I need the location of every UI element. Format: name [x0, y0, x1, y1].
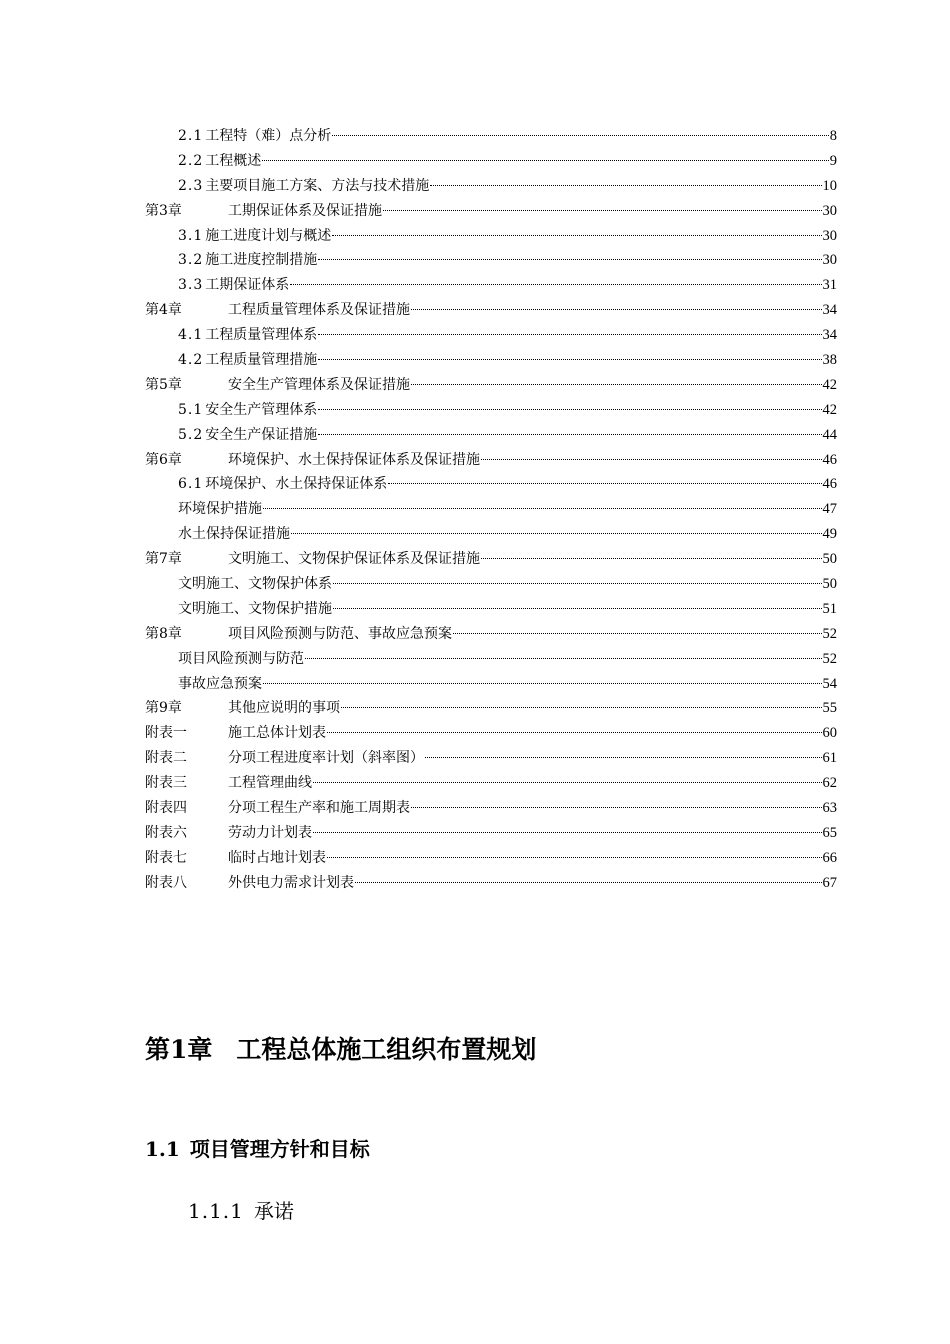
toc-page-number: 52 — [822, 625, 837, 642]
toc-entry-title: 文明施工、文物保护措施 — [178, 600, 332, 617]
toc-entry-number: 3.3 — [178, 277, 204, 294]
toc-entry-number: 附表二 — [145, 750, 187, 767]
toc-entry-title: 施工总体计划表 — [228, 725, 326, 742]
chapter-heading — [145, 1030, 536, 1066]
table-of-contents — [145, 124, 837, 896]
toc-entry-title: 水土保持保证措施 — [178, 526, 290, 543]
toc-leader-dots — [313, 832, 822, 833]
toc-leader-dots — [318, 259, 821, 260]
toc-entry[interactable] — [145, 199, 837, 224]
toc-entry-title: 环境保护、水土保持保证体系及保证措施 — [228, 451, 480, 468]
toc-leader-dots — [388, 483, 821, 484]
toc-entry-number: 2.1 — [178, 128, 204, 144]
toc-entry-number: 附表四 — [145, 800, 187, 817]
toc-entry-title: 工程概述 — [205, 152, 262, 169]
toc-entry-title: 分项工程进度率计划（斜率图） — [228, 750, 424, 767]
toc-page-number: 60 — [822, 725, 837, 742]
toc-leader-dots — [411, 807, 822, 808]
toc-leader-dots — [263, 508, 822, 509]
toc-leader-dots — [332, 235, 821, 236]
toc-entry-title: 文明施工、文物保护保证体系及保证措施 — [228, 551, 480, 568]
toc-page-number: 65 — [822, 824, 837, 841]
toc-entry-number: 3.1 — [178, 227, 204, 244]
toc-page-number: 54 — [822, 675, 837, 692]
toc-entry-title: 工程质量管理措施 — [205, 352, 318, 369]
toc-page-number: 10 — [822, 177, 837, 194]
toc-leader-dots — [313, 782, 822, 783]
toc-entry[interactable] — [145, 796, 837, 821]
toc-page-number: 47 — [822, 501, 837, 518]
toc-entry-number: 2.2 — [178, 152, 204, 169]
toc-entry[interactable] — [145, 448, 837, 473]
toc-leader-dots — [341, 707, 822, 708]
toc-entry[interactable] — [145, 821, 837, 846]
toc-entry[interactable] — [145, 771, 837, 796]
toc-page-number: 42 — [822, 376, 837, 393]
toc-leader-dots — [318, 359, 821, 360]
toc-page-number: 8 — [829, 128, 837, 144]
toc-entry-title: 工程特（难）点分析 — [205, 128, 332, 144]
toc-page-number: 62 — [822, 775, 837, 792]
toc-entry[interactable] — [145, 721, 837, 746]
toc-entry-title: 分项工程生产率和施工周期表 — [228, 800, 410, 817]
toc-entry-number: 附表六 — [145, 824, 187, 841]
toc-entry[interactable] — [145, 373, 837, 398]
toc-entry[interactable] — [145, 398, 837, 423]
toc-page-number: 63 — [822, 800, 837, 817]
toc-entry-title: 外供电力需求计划表 — [228, 874, 354, 891]
toc-page-number: 67 — [822, 874, 837, 891]
toc-page-number: 9 — [829, 152, 837, 169]
toc-leader-dots — [430, 185, 821, 186]
toc-entry[interactable] — [145, 248, 837, 273]
toc-entry[interactable] — [145, 522, 837, 547]
toc-page-number: 30 — [822, 202, 837, 219]
toc-entry-title: 项目风险预测与防范、事故应急预案 — [228, 625, 452, 642]
toc-entry[interactable] — [145, 472, 837, 497]
toc-entry-title: 文明施工、文物保护体系 — [178, 576, 332, 593]
toc-leader-dots — [453, 633, 822, 634]
toc-leader-dots — [327, 732, 822, 733]
subsection-title: 承诺 — [253, 1199, 294, 1223]
toc-page-number: 61 — [822, 750, 837, 767]
toc-leader-dots — [290, 284, 821, 285]
toc-entry[interactable] — [145, 298, 837, 323]
section-number: 1.1 — [145, 1137, 180, 1161]
toc-leader-dots — [263, 683, 822, 684]
toc-page-number: 55 — [822, 700, 837, 717]
toc-entry-title: 安全生产保证措施 — [205, 426, 318, 443]
toc-page-number: 38 — [822, 352, 837, 369]
toc-entry[interactable] — [145, 572, 837, 597]
toc-leader-dots — [355, 882, 822, 883]
toc-leader-dots — [411, 384, 822, 385]
toc-entry[interactable] — [145, 497, 837, 522]
chapter-title: 工程总体施工组织布置规划 — [236, 1035, 537, 1064]
toc-entry-title: 环境保护措施 — [178, 501, 262, 518]
toc-entry-title: 环境保护、水土保持保证体系 — [205, 476, 388, 493]
toc-leader-dots — [332, 135, 828, 136]
toc-leader-dots — [383, 210, 822, 211]
toc-page-number: 66 — [822, 849, 837, 866]
toc-page-number: 30 — [822, 252, 837, 269]
toc-entry-number: 6.1 — [178, 476, 204, 493]
chapter-number: 第1章 — [145, 1035, 213, 1064]
toc-entry[interactable] — [145, 746, 837, 771]
toc-leader-dots — [481, 558, 822, 559]
toc-entry[interactable] — [145, 622, 837, 647]
toc-page-number: 31 — [822, 277, 837, 294]
toc-leader-dots — [318, 434, 821, 435]
toc-entry-title: 工期保证体系 — [205, 277, 290, 294]
toc-entry-number: 4.1 — [178, 327, 204, 344]
toc-entry-title: 劳动力计划表 — [228, 824, 312, 841]
toc-page-number: 51 — [822, 600, 837, 617]
toc-entry-number: 第5章 — [145, 376, 182, 393]
toc-entry-title: 安全生产管理体系 — [205, 401, 318, 418]
toc-entry-number: 附表七 — [145, 849, 187, 866]
toc-page-number: 46 — [822, 451, 837, 468]
subsection-number: 1.1.1 — [188, 1199, 244, 1223]
toc-page-number: 44 — [822, 426, 837, 443]
toc-entry-title: 主要项目施工方案、方法与技术措施 — [205, 177, 430, 194]
toc-entry[interactable] — [145, 672, 837, 697]
toc-entry-title: 临时占地计划表 — [228, 849, 326, 866]
toc-entry[interactable] — [145, 273, 837, 298]
toc-page-number: 52 — [822, 650, 837, 667]
toc-entry[interactable] — [145, 224, 837, 249]
toc-page-number: 46 — [822, 476, 837, 493]
toc-entry-title: 项目风险预测与防范 — [178, 650, 304, 667]
toc-page-number: 42 — [822, 401, 837, 418]
toc-page-number: 50 — [822, 576, 837, 593]
toc-page-number: 34 — [822, 302, 837, 319]
toc-entry-number: 第9章 — [145, 700, 182, 717]
toc-entry-title: 施工进度控制措施 — [205, 252, 318, 269]
toc-entry[interactable] — [145, 597, 837, 622]
subsection-heading — [188, 1195, 294, 1224]
toc-entry-number: 4.2 — [178, 352, 204, 369]
toc-entry[interactable] — [145, 846, 837, 871]
section-heading — [145, 1133, 370, 1162]
toc-entry-title: 工程管理曲线 — [228, 775, 312, 792]
toc-entry[interactable] — [145, 871, 837, 896]
toc-leader-dots — [327, 857, 822, 858]
toc-entry-number: 5.1 — [178, 401, 204, 418]
toc-leader-dots — [411, 309, 822, 310]
toc-leader-dots — [262, 160, 828, 161]
toc-entry[interactable] — [145, 124, 837, 149]
section-title: 项目管理方针和目标 — [189, 1137, 370, 1161]
toc-entry[interactable] — [145, 423, 837, 448]
toc-entry[interactable] — [145, 348, 837, 373]
toc-leader-dots — [305, 658, 822, 659]
toc-entry[interactable] — [145, 696, 837, 721]
toc-page-number: 50 — [822, 551, 837, 568]
toc-entry[interactable] — [145, 323, 837, 348]
toc-entry-number: 附表一 — [145, 725, 187, 742]
toc-entry-number: 第3章 — [145, 202, 182, 219]
toc-entry[interactable] — [145, 149, 837, 174]
toc-entry-title: 事故应急预案 — [178, 675, 262, 692]
toc-entry-number: 第6章 — [145, 451, 182, 468]
toc-entry-number: 第8章 — [145, 625, 182, 642]
toc-page-number: 49 — [822, 526, 837, 543]
toc-entry[interactable] — [145, 647, 837, 672]
toc-leader-dots — [318, 334, 821, 335]
toc-entry-number: 3.2 — [178, 252, 204, 269]
toc-entry-title: 安全生产管理体系及保证措施 — [228, 376, 410, 393]
toc-leader-dots — [425, 757, 822, 758]
toc-entry-title: 工期保证体系及保证措施 — [228, 202, 382, 219]
toc-page-number: 34 — [822, 327, 837, 344]
toc-leader-dots — [318, 409, 821, 410]
toc-entry-number: 2.3 — [178, 177, 204, 194]
toc-entry-title: 工程质量管理体系及保证措施 — [228, 302, 410, 319]
toc-entry[interactable] — [145, 174, 837, 199]
toc-entry-title: 施工进度计划与概述 — [205, 227, 332, 244]
toc-entry[interactable] — [145, 547, 837, 572]
toc-page-number: 30 — [822, 227, 837, 244]
toc-entry-title: 其他应说明的事项 — [228, 700, 340, 717]
toc-leader-dots — [481, 459, 822, 460]
toc-entry-number: 第7章 — [145, 551, 182, 568]
toc-entry-number: 附表三 — [145, 775, 187, 792]
toc-entry-number: 第4章 — [145, 302, 182, 319]
toc-leader-dots — [291, 533, 822, 534]
toc-leader-dots — [333, 583, 822, 584]
toc-entry-number: 附表八 — [145, 874, 187, 891]
toc-entry-title: 工程质量管理体系 — [205, 327, 318, 344]
toc-leader-dots — [333, 608, 822, 609]
toc-entry-number: 5.2 — [178, 426, 204, 443]
